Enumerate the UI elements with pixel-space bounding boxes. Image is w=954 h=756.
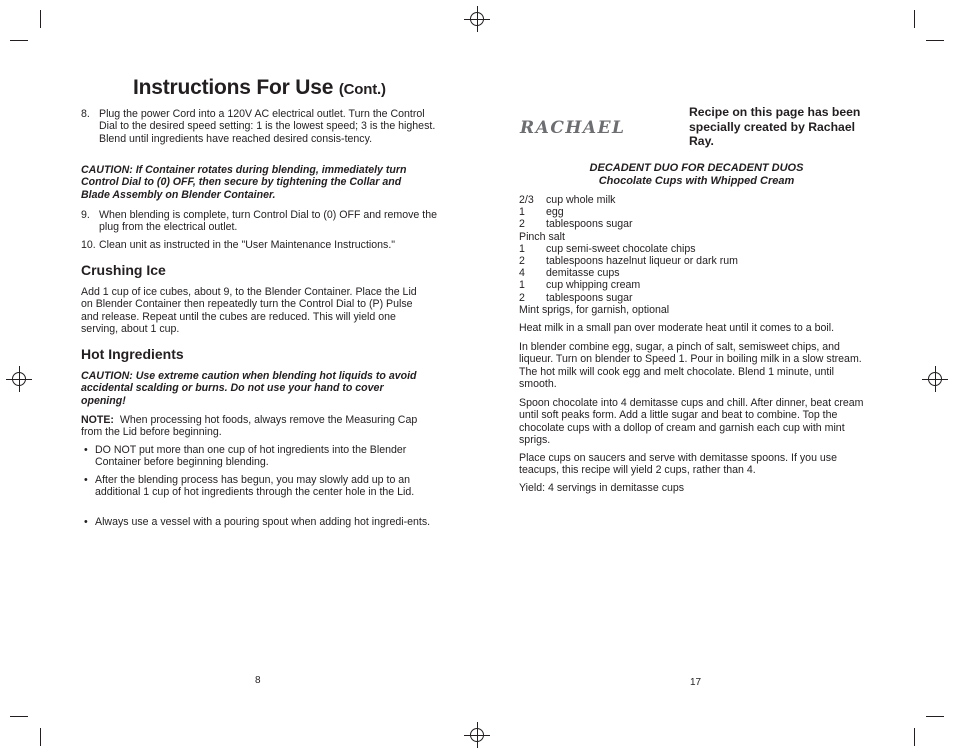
crop-mark (10, 40, 28, 41)
recipe-credit: Recipe on this page has been specially created by Rachael Ray. (689, 105, 861, 149)
step-number: 9. (81, 209, 90, 221)
crushing-ice-heading: Crushing Ice (81, 262, 166, 278)
crop-mark (40, 10, 41, 28)
step-text: Clean unit as instructed in the "User Maintenance Instructions." (99, 239, 396, 251)
ingredient-row: Pinch salt (519, 230, 565, 243)
crop-mark (914, 10, 915, 28)
registration-mark-left (12, 372, 26, 386)
crop-mark (926, 716, 944, 717)
step-8 (81, 108, 437, 145)
recipe-step: Spoon chocolate into 4 demitasse cups and chill. After dinner, beat cream until soft peaks form. Add a little sugar and beat to combine. Top the chocolate cups with a dollop of cream and garnish each cup with mint sprigs. (519, 397, 864, 447)
recipe-subtitle: Chocolate Cups with Whipped Cream (598, 175, 795, 187)
step-text: Plug the power Cord into a 120V AC electrical outlet. Turn the Control Dial to the desired speed setting: 1 is the lowest speed; 3 is the highest. Blend until ingredients have reached desired consis-tency. (99, 108, 436, 145)
crop-mark (40, 728, 41, 746)
ingredient-row: 2 tablespoons sugar (519, 218, 633, 231)
ingredient-row: Mint sprigs, for garnish, optional (519, 303, 670, 316)
step-text: When blending is complete, turn Control Dial to (0) OFF and remove the plug from the electrical outlet. (99, 209, 437, 234)
note-label: NOTE: (81, 414, 114, 426)
step-9 (81, 209, 437, 234)
page-title: Instructions For Use (Cont.) (133, 76, 386, 99)
crop-mark (914, 728, 915, 746)
list-item: • DO NOT put more than one cup of hot ingredients into the Blender Container before beginning blending. (84, 444, 407, 469)
rachael-ray-logo: RACHAEL (520, 118, 626, 138)
note (81, 414, 431, 439)
ingredients-list (519, 194, 738, 316)
recipe-title: DECADENT DUO FOR DECADENT DUOS (589, 162, 804, 174)
recipe-yield: Yield: 4 servings in demitasse cups (519, 482, 685, 494)
step-10 (81, 239, 437, 251)
recipe-step: In blender combine egg, sugar, a pinch of salt, semisweet chips, and liqueur. Turn on blender to Speed 1. Pour in boiling milk in a slow stream. The hot milk will cook egg and melt chocolate. Blend 1 minute, until smooth. (519, 341, 862, 391)
crushing-ice-text: Add 1 cup of ice cubes, about 9, to the Blender Container. Place the Lid on Blender Container then repeatedly turn the Control Dial to (P) Pulse and release. Repeat until the cubes are reduced. This will yield one serving, about 1 cup. (81, 286, 417, 336)
caution-hot-liquids: CAUTION: Use extreme caution when blending hot liquids to avoid accidental scalding or burns. Do not use your hand to cover opening! (81, 370, 417, 407)
recipe-step: Heat milk in a small pan over moderate heat until it comes to a boil. (519, 322, 835, 334)
caution-container-rotates: CAUTION: If Container rotates during blending, immediately turn Control Dial to (0) OFF, then secure by tightening the Collar and Blade Assembly on Blender Container. (81, 164, 407, 201)
registration-mark-bottom (470, 728, 484, 742)
page-number-right: 17 (690, 677, 702, 688)
registration-mark-top (470, 12, 484, 26)
step-number: 10. (81, 239, 96, 251)
ingredient-row: 1 cup semi-sweet chocolate chips (519, 242, 696, 255)
ingredient-row: 1 egg (519, 206, 564, 219)
title-suffix: (Cont.) (338, 81, 386, 98)
page-number-left: 8 (255, 675, 261, 686)
ingredient-row: 2 tablespoons sugar (519, 291, 633, 304)
hot-ingredients-heading: Hot Ingredients (81, 346, 184, 362)
registration-mark-right (928, 372, 942, 386)
ingredient-row: 1 cup whipping cream (519, 279, 641, 292)
ingredient-row: 4 demitasse cups (519, 267, 620, 280)
recipe-step: Place cups on saucers and serve with demitasse spoons. If you use teacups, this recipe will yield 2 cups, rather than 4. (519, 452, 837, 477)
ingredient-row: 2/3 cup whole milk (519, 194, 616, 206)
crop-mark (926, 40, 944, 41)
step-number: 8. (81, 108, 90, 120)
list-item: • Always use a vessel with a pouring spout when adding hot ingredi-ents. (84, 516, 431, 528)
note-text: When processing hot foods, always remove the Measuring Cap from the Lid before beginning. (81, 414, 418, 439)
ingredient-row: 2 tablespoons hazelnut liqueur or dark rum (519, 255, 738, 268)
crop-mark (10, 716, 28, 717)
list-item: • After the blending process has begun, you may slowly add up to an additional 1 cup of hot ingredients through the center hole in the Lid. (84, 474, 415, 499)
